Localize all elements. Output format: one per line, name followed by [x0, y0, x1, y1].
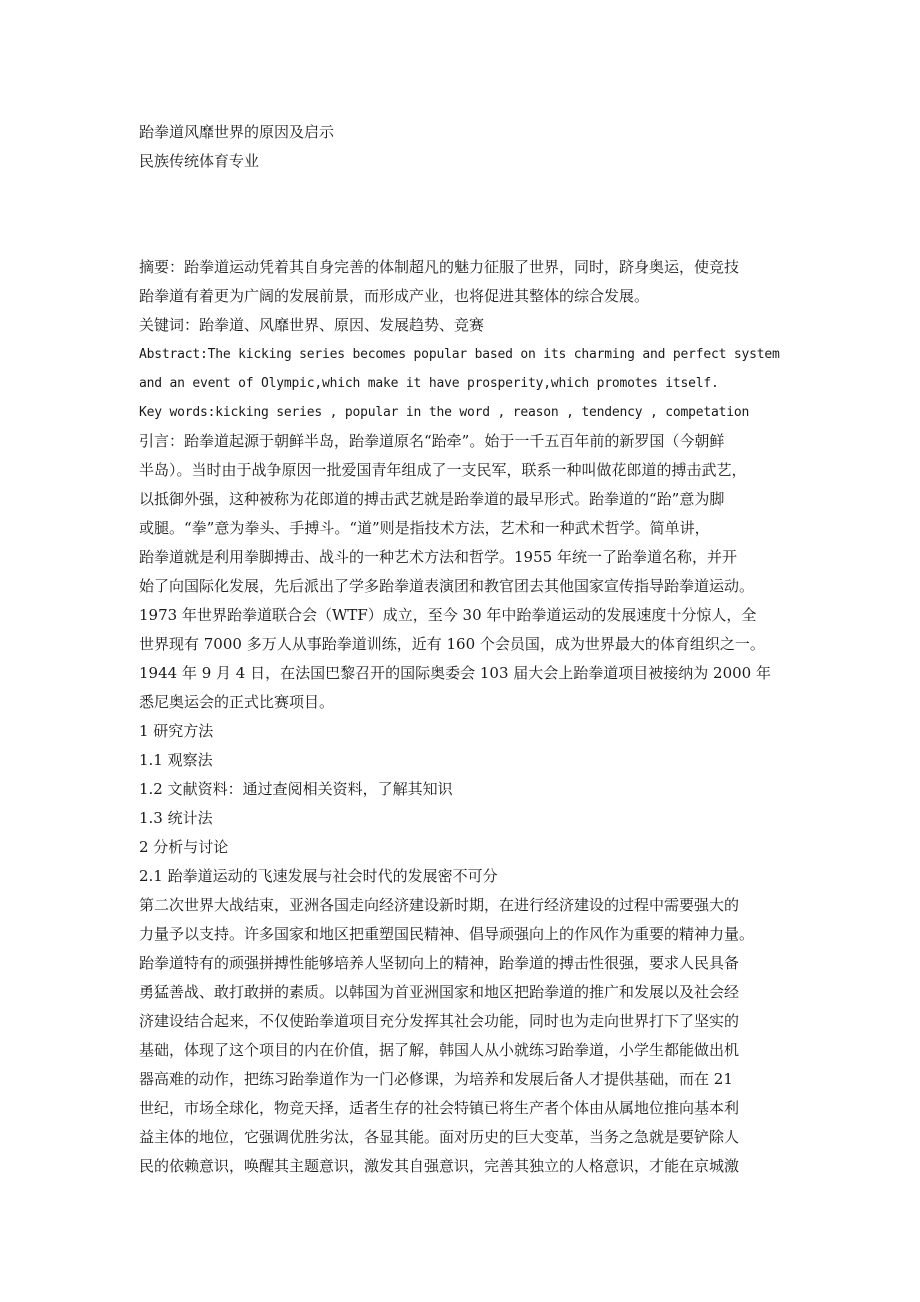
text-line: 跆拳道有着更为广阔的发展前景，而形成产业，也将促进其整体的综合发展。	[139, 287, 650, 305]
text-line: 始了向国际化发展，先后派出了学多跆拳道表演团和教官团去其他国家宣传指导跆拳道运动。	[139, 577, 755, 595]
text-line: 或腿。“拳”意为拳头、手搏斗。“道”则是指技术方法，艺术和一种武术哲学。简单讲，	[139, 519, 710, 537]
text-line: 世界现有 7000 多万人从事跆拳道训练，近有 160 个会员国，成为世界最大的体育组织之一。	[139, 635, 765, 653]
text-line: 基础，体现了这个项目的内在价值，据了解，韩国人从小就练习跆拳道，小学生都能做出机	[139, 1041, 740, 1059]
text-line: 世纪，市场全球化，物竞天择，适者生存的社会特镇已将生产者个体由从属地位推向基本利	[139, 1099, 740, 1117]
document-title: 跆拳道风靡世界的原因及启示	[139, 123, 335, 141]
text-line: 器高难的动作，把练习跆拳道作为一门必修课，为培养和发展后备人才提供基础，而在 21	[139, 1070, 733, 1088]
subsection-heading: 1.1 观察法	[139, 751, 213, 769]
text-line: 益主体的地位，它强调优胜劣汰，各显其能。面对历史的巨大变革，当务之急就是要铲除人	[139, 1128, 740, 1146]
text-line: 跆拳道特有的顽强拼搏性能够培养人坚韧向上的精神，跆拳道的搏击性很强，要求人民具备	[139, 954, 740, 972]
abstract-paragraph	[139, 253, 784, 311]
text-line: and an event of Olympic,which make it have prosperity,which promotes itself.	[139, 376, 719, 391]
section-heading: 1 研究方法	[139, 722, 214, 740]
english-keywords: Key words:kicking series , popular in the word , reason , tendency , competation	[139, 405, 750, 420]
text-line: 1973 年世界跆拳道联合会（WTF）成立，至今 30 年中跆拳道运动的发展速度十分惊人，全	[139, 606, 757, 624]
text-line: 勇猛善战、敢打敢拼的素质。以韩国为首亚洲国家和地区把跆拳道的推广和发展以及社会经	[139, 983, 740, 1001]
text-line: 悉尼奥运会的正式比赛项目。	[139, 693, 335, 711]
subsection-heading: 1.2 文献资料：通过查阅相关资料，了解其知识	[139, 780, 453, 798]
text-line: 摘要：跆拳道运动凭着其自身完善的体制超凡的魅力征服了世界，同时，跻身奥运，使竞技	[139, 258, 740, 276]
text-line: Abstract:The kicking series becomes popular based on its charming and perfect system	[139, 347, 780, 362]
subsection-heading: 1.3 统计法	[139, 809, 213, 827]
text-line: 济建设结合起来，不仅使跆拳道项目充分发挥其社会功能，同时也为走向世界打下了坚实的	[139, 1012, 740, 1030]
section-heading: 2 分析与讨论	[139, 838, 229, 856]
text-line: 民的依赖意识，唤醒其主题意识，激发其自强意识，完善其独立的人格意识，才能在京城激	[139, 1157, 740, 1175]
text-line: 引言：跆拳道起源于朝鲜半岛，跆拳道原名“跆牵”。始于一千五百年前的新罗国（今朝鲜	[139, 432, 725, 450]
document-subtitle: 民族传统体育专业	[139, 152, 260, 170]
text-line: 半岛）。当时由于战争原因一批爱国青年组成了一支民军，联系一种叫做花郎道的搏击武艺，	[139, 461, 747, 479]
keywords-line: 关键词：跆拳道、风靡世界、原因、发展趋势、竞赛	[139, 316, 485, 334]
subsection-heading: 2.1 跆拳道运动的飞速发展与社会时代的发展密不可分	[139, 867, 498, 885]
intro-paragraph	[139, 427, 784, 717]
text-line: 力量予以支持。许多国家和地区把重塑国民精神、倡导顽强向上的作风作为重要的精神力量。	[139, 925, 755, 943]
text-line: 第二次世界大战结束，亚洲各国走向经济建设新时期，在进行经济建设的过程中需要强大的	[139, 896, 740, 914]
text-line: 1944 年 9 月 4 日，在法国巴黎召开的国际奥委会 103 届大会上跆拳道项目被接纳为 2000 年	[139, 664, 771, 682]
english-abstract	[139, 340, 784, 398]
body-paragraph	[139, 891, 784, 1181]
document-body	[139, 253, 784, 1181]
title-block	[139, 118, 784, 176]
text-line: 跆拳道就是利用拳脚搏击、战斗的一种艺术方法和哲学。1955 年统一了跆拳道名称，并开	[139, 548, 737, 566]
text-line: 以抵御外强，这种被称为花郎道的搏击武艺就是跆拳道的最早形式。跆拳道的“跆”意为脚	[139, 490, 725, 508]
